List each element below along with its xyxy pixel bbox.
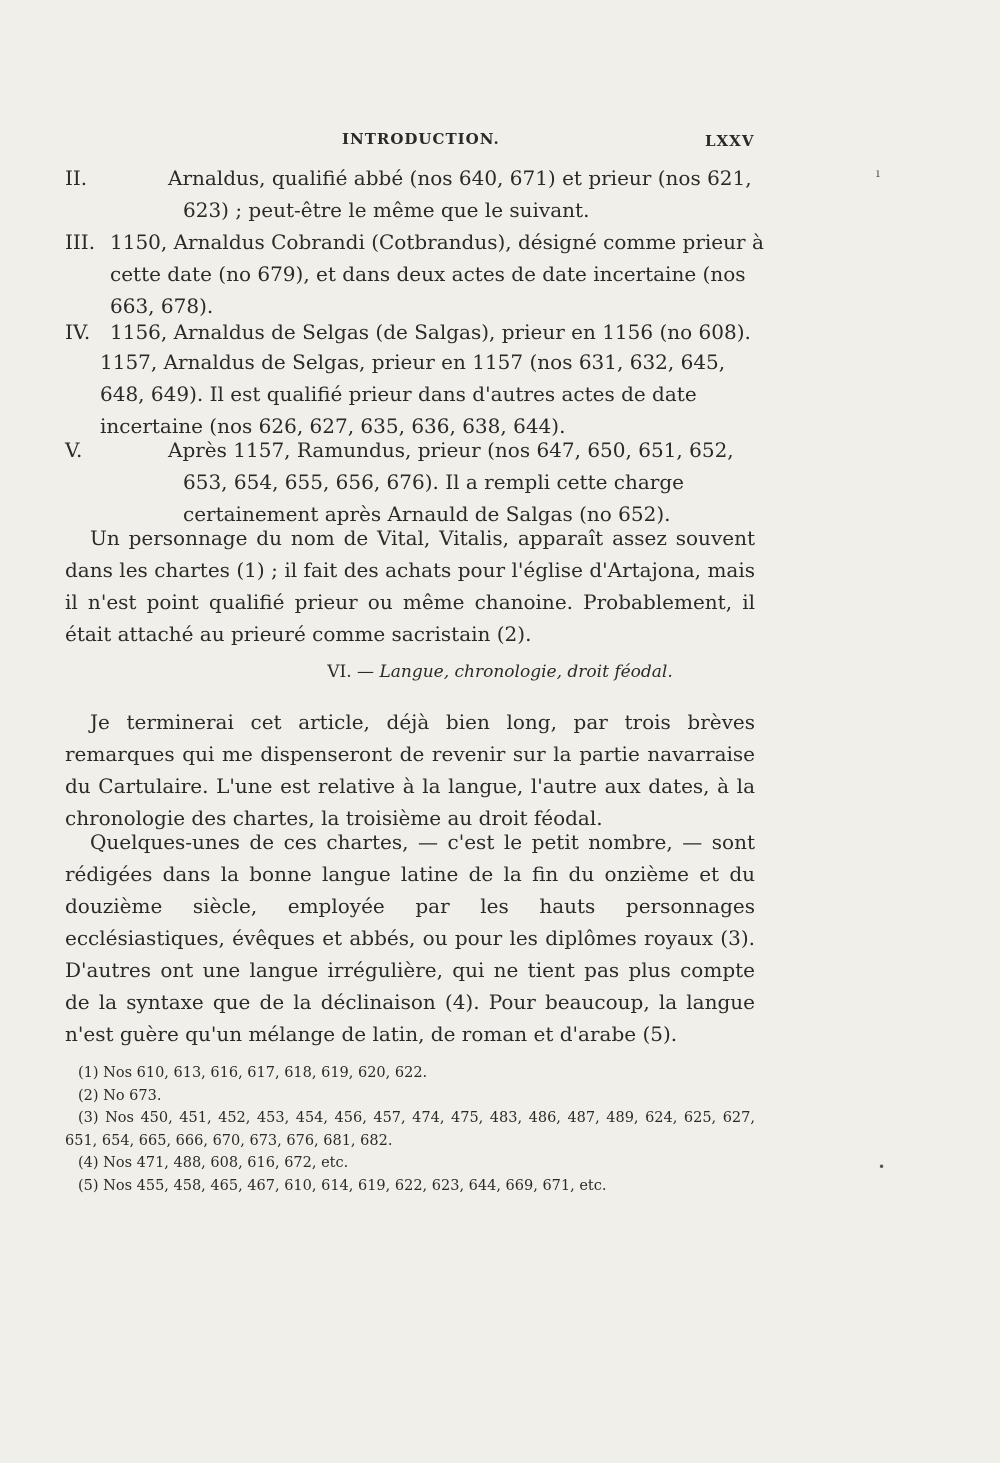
section-title: Langue, chronologie, droit féodal. [379,662,673,682]
ink-speck: • [878,1160,886,1174]
entry-text: Après 1157, Ramundus, prieur (nos 647, 650, 651, 652, 653, 654, 655, 656, 676). Il a rempli cette charge certainement après Arnauld de Salgas (no 652). [168,438,734,526]
entry-text: 1150, Arnaldus Cobrandi (Cotbrandus), désigné comme prieur à cette date (no 679), et dans deux actes de date incertaine (nos 663, 678). [110,230,764,318]
ink-speck: ı [876,166,880,180]
entry-number: V. [65,438,83,462]
page-number: LXXV [705,132,755,150]
footnote: (5) Nos 455, 458, 465, 467, 610, 614, 619, 622, 623, 644, 669, 671, etc. [78,1177,607,1194]
paragraph: Je terminerai cet article, déjà bien long, par trois brèves remarques qui me dispenseront de revenir sur la partie navarraise du Cartulaire. L'une est relative à la langue, l'autre aux dates, à la chronologie des chartes, la troisième au droit féodal. [65,710,755,830]
footnote: (1) Nos 610, 613, 616, 617, 618, 619, 620, 622. [78,1065,428,1081]
entry-number: II. [65,166,88,190]
entry-text: 1156, Arnaldus de Selgas (de Salgas), prieur en 1156 (no 608). [110,320,751,344]
footnotes [65,1062,755,1197]
running-head [0,130,1000,154]
footnote: (3) Nos 450, 451, 452, 453, 454, 456, 457, 474, 475, 483, 486, 487, 489, 624, 625, 627, 651, 654, 665, 666, 670, 673, 676, 681, 682. [65,1110,755,1149]
entry-text: 1157, Arnaldus de Selgas, prieur en 1157 (nos 631, 632, 645, 648, 649). Il est qualifié prieur dans d'autres actes de date incertaine (nos 626, 627, 635, 636, 638, 644). [100,350,726,438]
section-number: VI. — [327,662,375,682]
running-title: INTRODUCTION. [342,130,500,148]
entry-text: Arnaldus, qualifié abbé (nos 640, 671) et prieur (nos 621, 623) ; peut-être le même que le suivant. [168,166,752,222]
paragraph: Un personnage du nom de Vital, Vitalis, apparaît assez souvent dans les chartes (1) ; il fait des achats pour l'église d'Artajona, mais il n'est point qualifié prieur ou même chanoine. Probablement, il était attaché au prieuré comme sacristain (2). [65,526,755,646]
entry-number: III. [65,230,96,254]
entry-number: IV. [65,320,91,344]
paragraph: Quelques-unes de ces chartes, — c'est le petit nombre, — sont rédigées dans la bonne langue latine de la fin du onzième et du douzième siècle, employée par les hauts personnages ecclésiastiques, évêques et abbés, ou pour les diplômes royaux (3). D'autres ont une langue irrégulière, qui ne tient pas plus compte de la syntaxe que de la déclinaison (4). Pour beaucoup, la langue n'est guère qu'un mélange de latin, de roman et d'arabe (5). [65,830,755,1046]
section-heading [0,662,1000,682]
footnote: (2) No 673. [78,1087,162,1104]
footnote: (4) Nos 471, 488, 608, 616, 672, etc. [78,1155,349,1171]
